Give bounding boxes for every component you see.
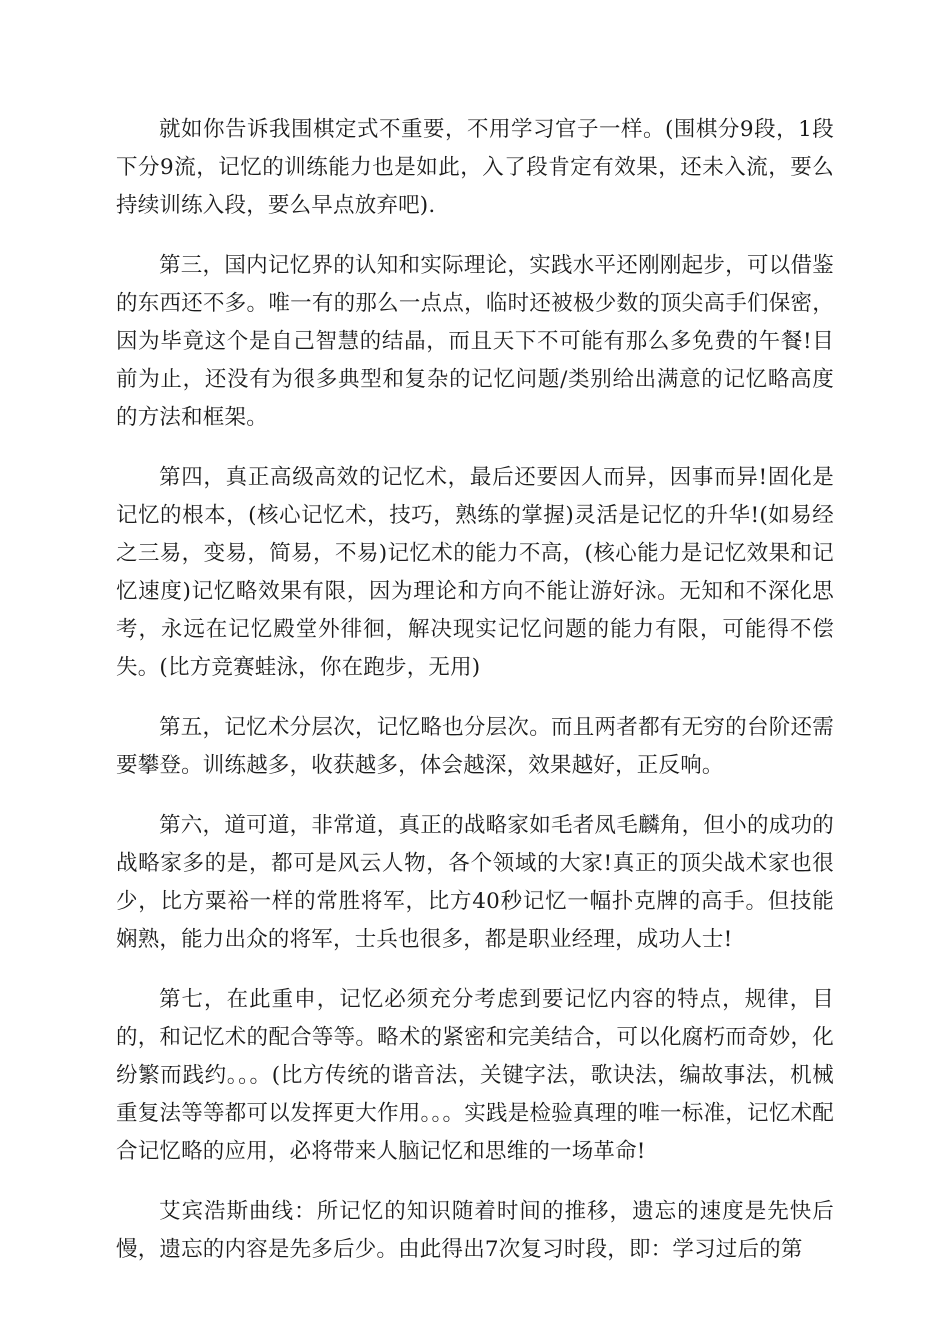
paragraph-seventh-point: 第七，在此重申，记忆必须充分考虑到要记忆内容的特点，规律，目的，和记忆术的配合等等。略术的紧密和完美结合，可以化腐朽而奇妙，化纷繁而践约。。。(比方传统的谐音法，关键字法，歌诀法，编故事法，机械重复法等等都可以发挥更大作用。。。实践是检验真理的唯一标准，记忆术配合记忆略的应用，必将带来人脑记忆和思维的一场革命!: [116, 987, 834, 1164]
paragraph-fifth-point: 第五，记忆术分层次，记忆略也分层次。而且两者都有无穷的台阶还需要攀登。训练越多，收获越多，体会越深，效果越好，正反响。: [116, 715, 834, 778]
paragraph-ebbinghaus-curve: 艾宾浩斯曲线：所记忆的知识随着时间的推移，遗忘的速度是先快后慢，遗忘的内容是先多后少。由此得出7次复习时段，即：学习过后的第: [116, 1199, 834, 1262]
paragraph-fourth-point: 第四，真正高级高效的记忆术，最后还要因人而异，因事而异!固化是记忆的根本，(核心记忆术，技巧，熟练的掌握)灵活是记忆的升华!(如易经之三易，变易，简易，不易)记忆术的能力不高，(核心能力是记忆效果和记忆速度)记忆略效果有限，因为理论和方向不能让游好泳。无知和不深化思考，永远在记忆殿堂外徘徊，解决现实记忆问题的能力有限，可能得不偿失。(比方竞赛蛙泳，你在跑步，无用): [116, 465, 834, 680]
paragraph-sixth-point: 第六，道可道，非常道，真正的战略家如毛者凤毛麟角，但小的成功的战略家多的是，都可是风云人物，各个领域的大家!真正的顶尖战术家也很少，比方粟裕一样的常胜将军，比方40秒记忆一幅扑克牌的高手。但技能娴熟，能力出众的将军，士兵也很多，都是职业经理，成功人士!: [116, 813, 834, 952]
paragraph-go-analogy: 就如你告诉我围棋定式不重要，不用学习官子一样。(围棋分9段，1段下分9流，记忆的训练能力也是如此，入了段肯定有效果，还未入流，要么持续训练入段，要么早点放弃吧).: [116, 117, 834, 218]
paragraph-third-point: 第三，国内记忆界的认知和实际理论，实践水平还刚刚起步，可以借鉴的东西还不多。唯一有的那么一点点，临时还被极少数的顶尖高手们保密，因为毕竟这个是自己智慧的结晶，而且天下不可能有那么多免费的午餐!目前为止，还没有为很多典型和复杂的记忆问题/类别给出满意的记忆略高度的方法和框架。: [116, 253, 834, 430]
document-body: [116, 111, 834, 1291]
